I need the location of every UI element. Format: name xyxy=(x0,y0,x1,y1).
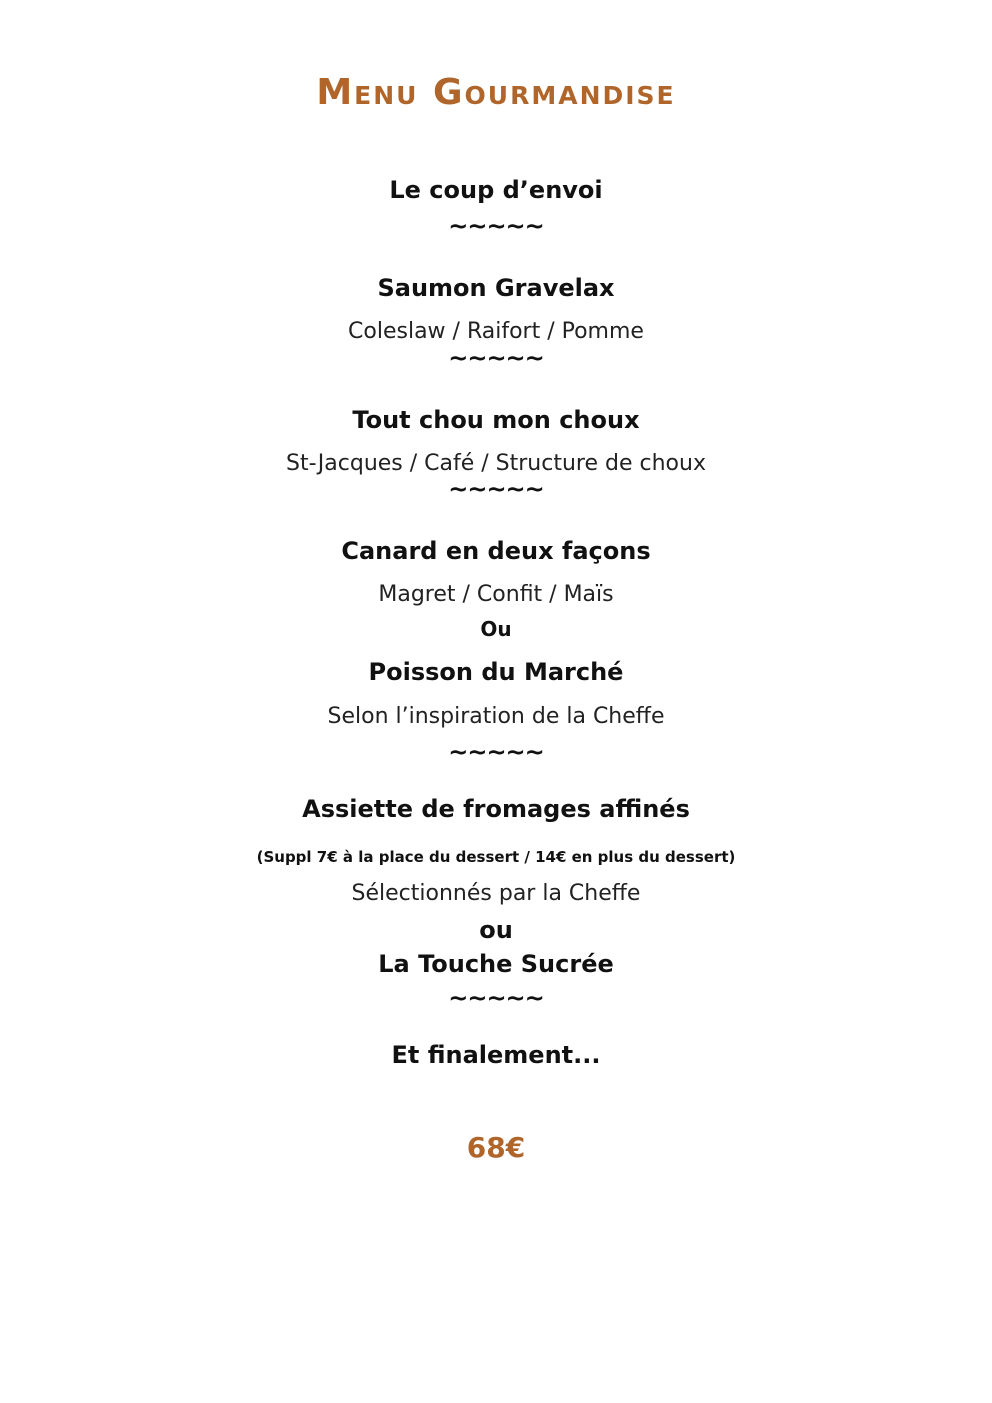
dessert-name: La Touche Sucrée xyxy=(378,950,614,978)
course1-name: Saumon Gravelax xyxy=(377,274,615,302)
main-option1-description: Magret / Confit / Maïs xyxy=(378,582,614,607)
finale-title: Et finalement... xyxy=(391,1041,601,1069)
separator: ~~~~~ xyxy=(448,212,544,240)
main-or-label: Ou xyxy=(480,617,512,641)
opener-title: Le coup d’envoi xyxy=(389,176,603,204)
separator: ~~~~~ xyxy=(448,984,544,1012)
menu-price: 68€ xyxy=(466,1131,526,1164)
main-option2-description: Selon l’inspiration de la Cheffe xyxy=(327,704,665,729)
menu-title: Menu Gourmandise xyxy=(316,72,676,113)
course2-name: Tout chou mon choux xyxy=(352,406,640,434)
main-option1-name: Canard en deux façons xyxy=(341,537,651,565)
dessert-or-label: ou xyxy=(479,916,513,944)
cheese-description: Sélectionnés par la Cheffe xyxy=(351,881,641,906)
main-option2-name: Poisson du Marché xyxy=(368,658,624,686)
course1-description: Coleslaw / Raifort / Pomme xyxy=(348,319,644,344)
separator: ~~~~~ xyxy=(448,738,544,766)
course2-description: St-Jacques / Café / Structure de choux xyxy=(286,451,706,476)
cheese-name: Assiette de fromages affinés xyxy=(302,795,690,823)
separator: ~~~~~ xyxy=(448,475,544,503)
separator: ~~~~~ xyxy=(448,344,544,372)
cheese-supplement: (Suppl 7€ à la place du dessert / 14€ en plus du dessert) xyxy=(256,848,736,866)
